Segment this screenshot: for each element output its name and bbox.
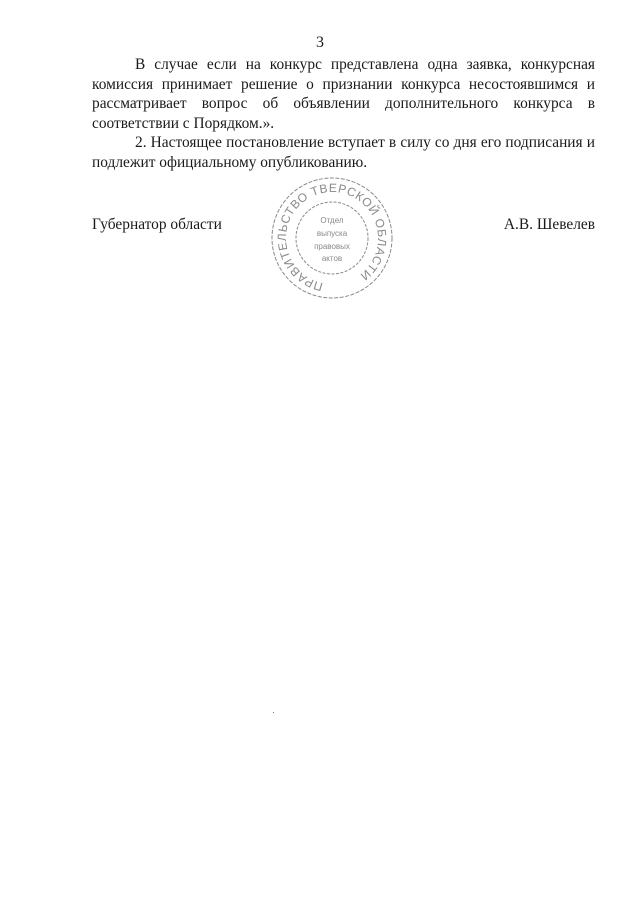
seal-outer-ring: [272, 178, 392, 298]
seal-inner-ring: [296, 202, 368, 274]
seal-center-line: Отдел: [320, 216, 344, 225]
document-body: [92, 55, 595, 172]
seal-center-line: правовых: [314, 242, 350, 251]
seal-center-line: актов: [321, 254, 343, 263]
official-seal: [268, 175, 396, 301]
paragraph-entry-into-force: 2. Настоящее постановление вступает в силу со дня его подписания и подлежит официальному опубликованию.: [92, 134, 595, 171]
paragraph-single-application: В случае если на конкурс представлена одна заявка, конкурсная комиссия принимает решение о признании конкурса несостоявшимся и рассматривает вопрос об объявлении дополнительного конкурса в соответствии с Порядком.».: [92, 56, 595, 132]
scan-speck: [273, 712, 274, 713]
signatory-position: Губернатор области: [92, 216, 222, 233]
page-number: 3: [316, 34, 324, 51]
seal-center-line: выпуска: [316, 229, 348, 238]
seal-ring-text: ПРАВИТЕЛЬСТВО ТВЕРСКОЙ ОБЛАСТИ: [274, 180, 390, 294]
signatory-name: А.В. Шевелев: [503, 216, 595, 233]
